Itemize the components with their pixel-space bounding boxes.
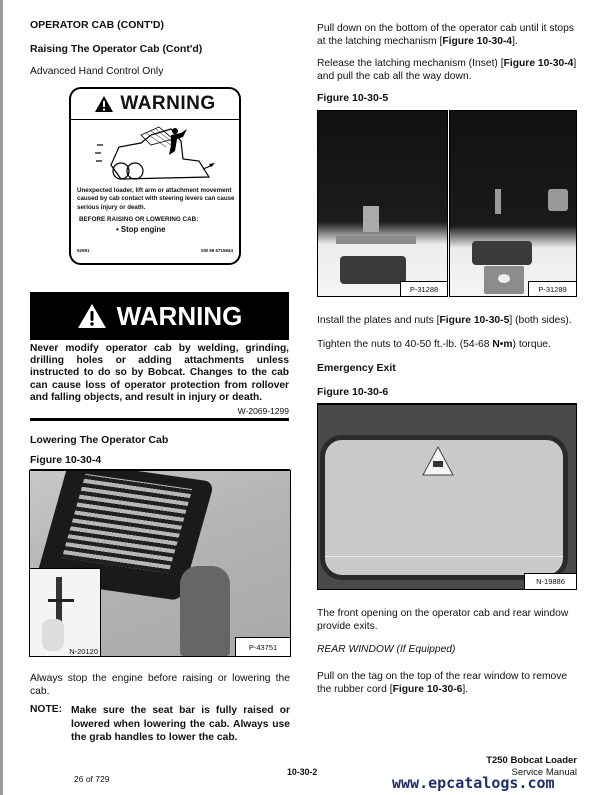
page-number: 10-30-2 [287,767,318,777]
figure-4-label: Figure 10-30-4 [30,454,102,466]
figure-5-label: Figure 10-30-5 [317,92,389,104]
decal-before-label: BEFORE RAISING OR LOWERING CAB: [79,216,199,223]
decal-body: Unexpected loader, lift arm or attachment movement caused by cab contact with steering levers can cause serious injury or death. [77,187,235,211]
loader-illustration [91,125,221,183]
decal-step: • Stop engine [116,225,166,234]
figure-6-photo [317,404,577,590]
decal-header: WARNING [71,89,239,120]
instruction-text: Always stop the engine before raising or lowering the cab. [30,673,290,697]
figure-ref: Figure 10-30-6 [392,684,463,695]
note-text: Make sure the seat bar is fully raised or lowered when lowering the cab. Always use the grab handles to lower the cab. [71,705,290,743]
figure-6-label: Figure 10-30-6 [317,386,389,398]
section-title: OPERATOR CAB (CONT'D) [30,19,164,31]
warning-body: Never modify operator cab by welding, grinding, drilling holes or adding attachments unless instructed to do so by Bobcat. Changes to the cab can cause loss of operator protection from rollover and falling objects, and result in injury or death. [30,343,289,403]
para-release: Release the latching mechanism (Inset) [Figure 10-30-4] and pull the cab all the way down. [317,58,577,82]
figure-6-tag: N-19886 [524,573,577,590]
decal-code-left: 52591 [77,248,90,253]
figure-ref: Figure 10-30-4 [503,58,574,69]
rear-window-title: REAR WINDOW (If Equipped) [317,644,456,655]
para-pull-down: Pull down on the bottom of the operator cab until it stops at the latching mechanism [Figure 10-30-4]. [317,23,575,47]
warning-banner: WARNING [30,292,289,340]
para-torque: Tighten the nuts to 40-50 ft.-lb. (54-68 N•m) torque. [317,339,551,350]
page-counter: 26 of 729 [74,774,110,784]
figure-ref: Figure 10-30-4 [442,36,513,47]
para-pull-tag: Pull on the tag on the top of the rear window to remove the rubber cord [Figure 10-30-6]. [317,671,568,695]
inset-tag: N-20120 [69,647,98,656]
emergency-exit-title: Emergency Exit [317,362,396,374]
warning-decal [69,87,241,265]
figure-4-tag: P-43751 [235,637,291,657]
warning-rule [30,418,289,421]
control-note: Advanced Hand Control Only [30,66,164,77]
manual-subtitle: Service Manual [511,767,577,778]
warning-triangle-icon [77,303,107,329]
figure-5-photo-right [449,110,577,297]
figure-ref: Figure 10-30-5 [439,315,510,326]
manual-title: T250 Bobcat Loader [486,755,577,766]
watermark-link[interactable]: www.epcatalogs.com [392,774,555,792]
technician-figure [180,566,230,656]
figure-5-tag-left: P-31288 [400,281,448,297]
subsection-title: Raising The Operator Cab (Cont'd) [30,43,203,55]
lowering-title: Lowering The Operator Cab [30,434,169,446]
para-install: Install the plates and nuts [Figure 10-30-5] (both sides). [317,315,572,326]
para-exits: The front opening on the operator cab and rear window provide exits. [317,608,569,632]
figure-4-photo [29,470,291,657]
figure-5-photo-left [317,110,448,297]
figure-5-tag-right: P-31289 [528,281,577,297]
warning-code: W-2069-1299 [237,406,289,416]
pull-tag-icon [421,445,455,479]
page-left-border [0,0,3,795]
note-label: NOTE: [30,704,63,715]
decal-code-right: SW 96 6715944 [200,248,233,253]
figure-4-inset [30,568,101,657]
warning-triangle-icon [94,95,114,113]
